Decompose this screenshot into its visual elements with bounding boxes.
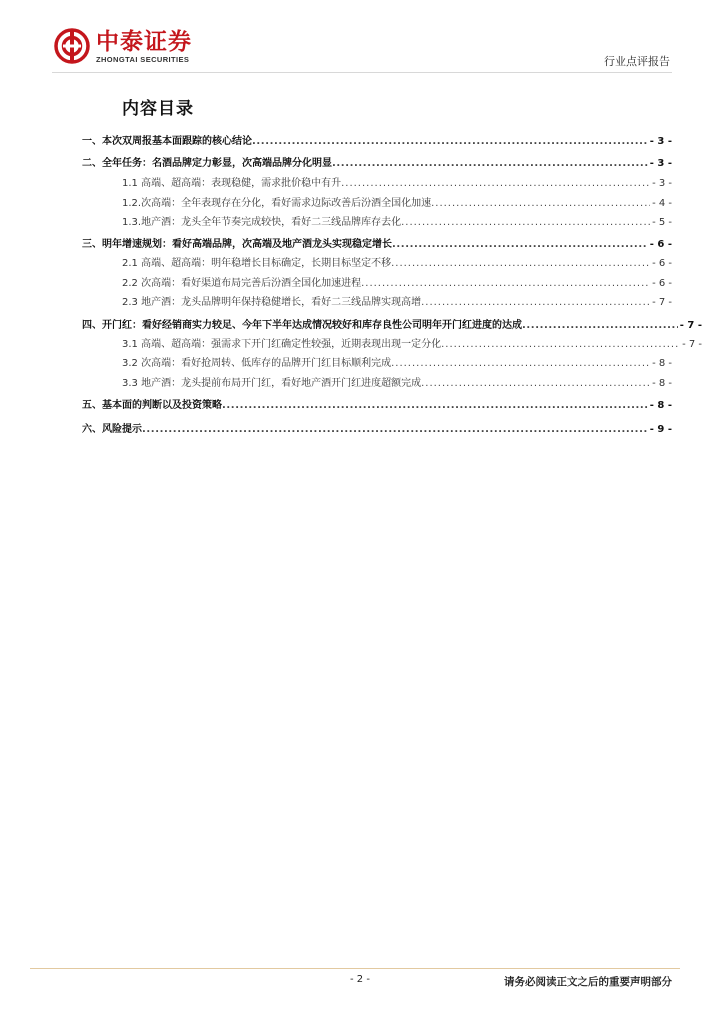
- toc-subentry[interactable]: [122, 376, 672, 392]
- toc-entry[interactable]: [82, 422, 672, 438]
- toc-entry-page: - 7 -: [682, 339, 702, 350]
- toc-entry-page: - 5 -: [652, 217, 672, 228]
- toc-entry-label: 1.1 高端、超高端：表现稳健，需求批价稳中有升: [122, 178, 342, 189]
- toc-subentry[interactable]: [122, 256, 672, 272]
- toc-entry-label: 1.2.次高端：全年表现存在分化，看好需求边际改善后汾酒全国化加速: [122, 198, 432, 209]
- toc-entry-label: 一、本次双周报基本面跟踪的核心结论: [82, 136, 252, 147]
- toc-subentry[interactable]: [122, 295, 672, 311]
- toc-entry-label: 1.3.地产酒：龙头全年节奏完成较快，看好二三线品牌库存去化: [122, 217, 402, 228]
- toc-dot-leader: [222, 398, 648, 414]
- toc-entry-label: 2.2 次高端：看好渠道布局完善后汾酒全国化加速进程: [122, 278, 362, 289]
- toc-entry-page: - 3 -: [649, 158, 672, 169]
- toc-entry-page: - 8 -: [652, 378, 672, 389]
- toc-dot-leader: [142, 422, 648, 438]
- toc-dot-leader: [421, 295, 650, 311]
- toc-entry-page: - 6 -: [652, 258, 672, 269]
- toc-dot-leader: [341, 176, 650, 192]
- logo-name-en: ZHONGTAI SECURITIES: [96, 54, 190, 64]
- toc-dot-leader: [332, 156, 648, 172]
- toc-entry[interactable]: [82, 398, 672, 414]
- toc-entry[interactable]: [82, 134, 672, 150]
- toc-entry-page: - 8 -: [652, 358, 672, 369]
- toc-entry[interactable]: [82, 318, 702, 334]
- toc-entry-label: 2.1 高端、超高端：明年稳增长目标确定，长期目标坚定不移: [122, 258, 392, 269]
- toc-entry-label: 三、明年增速规划：看好高端品牌，次高端及地产酒龙头实现稳定增长: [82, 239, 392, 250]
- toc-subentry[interactable]: [122, 215, 672, 231]
- toc-dot-leader: [391, 356, 650, 372]
- toc-dot-leader: [391, 256, 650, 272]
- toc-entry-label: 六、风险提示: [82, 424, 142, 435]
- logo-text: [96, 29, 192, 64]
- toc-entry-page: - 6 -: [652, 278, 672, 289]
- header-divider: [52, 72, 672, 73]
- toc-dot-leader: [361, 276, 650, 292]
- toc-entry-page: - 6 -: [649, 239, 672, 250]
- toc-entry-label: 3.2 次高端：看好抢周转、低库存的品牌开门红目标顺利完成: [122, 358, 392, 369]
- toc-entry-label: 五、基本面的判断以及投资策略: [82, 400, 222, 411]
- toc-dot-leader: [401, 215, 650, 231]
- page-number: - 2 -: [350, 974, 370, 985]
- page-header: [0, 0, 724, 90]
- toc-entry[interactable]: [82, 156, 672, 172]
- toc-subentry[interactable]: [122, 196, 672, 212]
- toc-entry-label: 2.3 地产酒：龙头品牌明年保持稳健增长，看好二三线品牌实现高增: [122, 297, 422, 308]
- toc-entry-label: 二、全年任务：名酒品牌定力彰显，次高端品牌分化明显: [82, 158, 332, 169]
- toc-dot-leader: [431, 196, 650, 212]
- toc-title: 内容目录: [122, 99, 194, 119]
- disclaimer-note: 请务必阅读正文之后的重要声明部分: [504, 976, 672, 988]
- toc-dot-leader: [252, 134, 648, 150]
- zhongtai-logo-icon: [54, 28, 90, 64]
- toc-entry-page: - 3 -: [649, 136, 672, 147]
- toc-entry-label: 3.1 高端、超高端：强需求下开门红确定性较强，近期表现出现一定分化: [122, 339, 442, 350]
- toc-dot-leader: [421, 376, 650, 392]
- toc-subentry[interactable]: [122, 276, 672, 292]
- toc-subentry[interactable]: [122, 356, 672, 372]
- toc-dot-leader: [392, 237, 648, 253]
- toc-subentry[interactable]: [122, 176, 672, 192]
- toc-entry-page: - 8 -: [649, 400, 672, 411]
- toc-dot-leader: [522, 318, 678, 334]
- toc-entry-page: - 7 -: [652, 297, 672, 308]
- toc-subentry[interactable]: [122, 337, 702, 353]
- report-type-label: 行业点评报告: [604, 55, 670, 68]
- footer-divider: [30, 968, 680, 969]
- company-logo: [54, 28, 192, 64]
- toc-entry-page: - 3 -: [652, 178, 672, 189]
- toc-entry-label: 四、开门红：看好经销商实力较足、今年下半年达成情况较好和库存良性公司明年开门红进度的达成: [82, 320, 522, 331]
- toc-entry-page: - 4 -: [652, 198, 672, 209]
- toc-entry-page: - 9 -: [649, 424, 672, 435]
- logo-name-cn: 中泰证券: [96, 28, 192, 55]
- toc-entry[interactable]: [82, 237, 672, 253]
- toc-dot-leader: [441, 337, 680, 353]
- toc-entry-page: - 7 -: [679, 320, 702, 331]
- toc-entry-label: 3.3 地产酒：龙头提前布局开门红，看好地产酒开门红进度超额完成: [122, 378, 422, 389]
